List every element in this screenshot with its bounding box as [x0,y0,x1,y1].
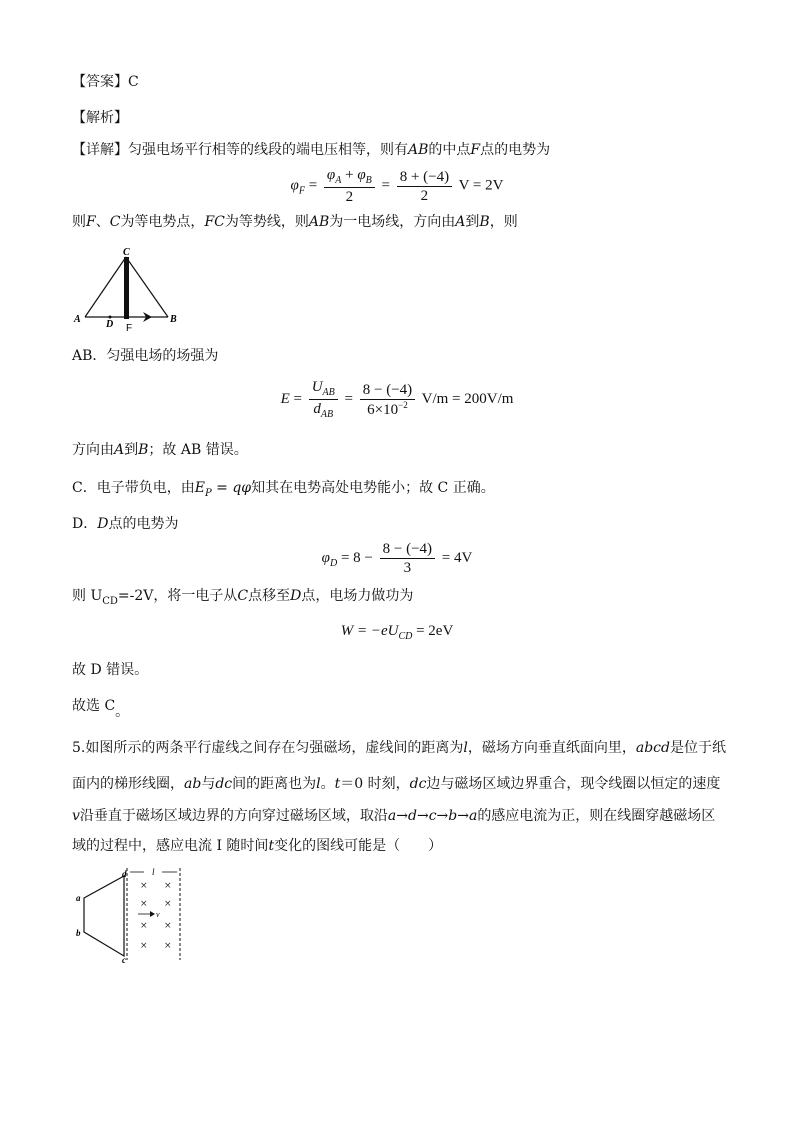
var: = qφ [211,480,252,496]
t: 边与磁场区域边界重合，现令线圈以恒定的速度 [426,776,721,792]
cross-icon: × [140,941,148,951]
result: V/m = 200V/m [421,390,514,407]
label-l: l [152,867,155,877]
answer-line [72,72,139,93]
label-d: d [122,869,127,879]
detail-line [72,140,550,161]
var: ab [184,776,202,792]
var: t [268,838,275,854]
final-dot: 。 [115,704,130,720]
phi: φ [357,167,366,183]
var: C [237,588,249,604]
e: E [280,390,290,407]
var-ab: AB [408,142,429,158]
fraction [380,540,435,577]
t: 为一电场线，方向由 [329,214,456,230]
cross-icon: × [164,899,172,909]
label-f: F [126,323,133,334]
var: A [455,214,466,230]
sub: AB [320,409,334,420]
t: 沿垂直于磁场区域边界的方向穿过磁场区域，取沿 [79,808,388,824]
denominator: 2 [420,187,429,204]
sub: AB [322,387,335,398]
var: l [463,740,468,756]
d: d [313,401,321,417]
label-b: b [76,928,81,938]
t: ；故 AB 错误。 [148,442,248,458]
var: D [97,516,109,532]
numerator: 8 − (−4) [360,381,415,400]
t: 与 [201,776,216,792]
t: 方向由 [72,442,114,458]
var: FC [204,214,225,230]
formula-phi-f: $\varphi_F$ = $\frac{\varphi_A + \varphi_B}{2}$ = $\frac{8 + (-4)}{2}$ V = 2V [290,167,504,205]
u: U [311,379,323,395]
label-b: B [170,314,177,325]
var: A [114,442,125,458]
lhs: W = −eU [340,623,399,639]
formula-e: E = $\frac{U_{AB}}{d_{AB}}$ = $\frac{8 - (-4)}{6\times 10^{-2}}$ V/m = 200V/m [280,379,514,420]
var: t [334,776,341,792]
t: 是位于纸 [669,740,726,756]
phi: φ [326,167,336,183]
var: dc [409,776,427,792]
detail-text: 点的电势为 [480,142,551,158]
denominator: 3 [403,560,412,576]
t: 点的电势为 [108,516,179,532]
result: = 2eV [412,623,454,639]
den: 6×10 [367,401,399,418]
triangle-figure [70,245,190,335]
t: 点移至 [248,588,291,604]
t: 电子带负电，由 [96,480,195,496]
phi: φ [321,549,330,566]
var: AB [308,214,330,230]
c-option [72,478,495,501]
text: 匀强电场的场强为 [106,348,219,364]
var: D [290,588,302,604]
plus: + [341,167,358,183]
sub: F [298,185,305,197]
var: dc [215,776,233,792]
formula-w [0,620,794,644]
sub: CD [102,595,118,607]
label-a: a [76,893,81,903]
rhs: = 8 − [340,549,373,566]
cross-icon: × [140,881,148,891]
var: a→d→c→b→a [387,808,478,824]
t: 到 [465,214,480,230]
numerator: 8 − (−4) [380,540,435,559]
cross-icon: × [164,921,172,931]
trapezoid-coil [84,876,124,956]
t: 间的距离也为 [232,776,317,792]
ucd-line [72,586,413,609]
coil-figure [72,864,192,964]
fc-line [72,212,518,233]
var: l [316,776,321,792]
cross-icon: × [164,941,172,951]
t: 5.如图所示的两条平行虚线之间存在匀强磁场，虚线间的距离为 [72,740,464,756]
fraction [360,381,415,419]
t: 的感应电流为正，则在线圈穿越磁场区 [477,808,716,824]
var: B [479,214,490,230]
cross-icon: × [140,921,148,931]
ab-conclusion [72,440,248,461]
exp: −2 [398,399,408,410]
sub: A [335,175,342,186]
question5-line2 [72,774,720,795]
phi-symbol: φ [290,177,299,194]
var: v [72,808,80,824]
label: C． [72,480,97,496]
cross-icon: × [164,881,172,891]
t: ，磁场方向垂直纸面向里， [467,740,636,756]
detail-text: 匀强电场平行相等的线段的端电压相等，则有 [128,142,408,158]
denominator: 2 [345,189,354,205]
fraction [324,166,375,206]
fraction [397,168,452,205]
label-a: A [74,314,81,325]
sub: B [365,175,372,186]
t: =-2V，将一电子从 [117,588,238,604]
numerator: 8 + (−4) [397,168,452,187]
t: 为等电势点， [120,214,205,230]
label: AB． [72,348,107,364]
answer-value: C [128,74,139,90]
t: 域的过程中，感应电流 I 随时间 [72,838,269,854]
t: 点，电场力做功为 [301,588,414,604]
d-conclusion: 故 D 错误。 [72,662,149,678]
label-v: v [156,910,160,919]
analysis-label: 【解析】 [72,110,128,126]
var: E [194,480,205,496]
t: ＝0 时刻， [340,776,410,792]
formula-phi-d [0,540,794,577]
t: 则 [72,214,86,230]
t: 知其在电势高处电势能小；故 C 正确。 [251,480,495,496]
label-d: D [106,319,114,330]
sub: CD [398,631,413,642]
detail-label: 【详解】 [72,142,128,158]
label-c: c [122,955,126,964]
ab-option [72,346,218,367]
detail-text: 的中点 [428,142,471,158]
var: F [86,214,96,230]
line-fc [124,257,129,319]
label: D． [72,516,98,532]
sub: P [204,487,212,499]
sub: D [329,557,338,569]
final-text: 故选 C [72,698,116,714]
var-f: F [470,142,481,158]
var: C [109,214,121,230]
edge-cb [126,257,168,317]
final-line [72,696,130,720]
question5-line4 [72,836,442,857]
fraction [309,378,338,421]
t: 面内的梯形线圈， [72,776,184,792]
var: B [138,442,149,458]
cross-icon: × [140,899,148,909]
question5-line1 [72,738,726,759]
t: 变化的图线可能是（ ） [274,838,443,854]
result: = 4V [441,549,473,566]
t: 到 [124,442,139,458]
question5-line3 [72,806,715,827]
var: abcd [635,740,670,756]
label-c: C [123,247,130,258]
t: 为等势线，则 [224,214,309,230]
t: ，则 [489,214,518,230]
arrow-icon [150,911,155,917]
answer-label: 【答案】 [72,74,128,90]
d-option [72,514,178,535]
result: V = 2V [458,177,504,194]
t: 、 [95,214,110,230]
edge-ac [85,257,126,317]
t: 。 [320,776,335,792]
t: 则 U [72,588,103,604]
